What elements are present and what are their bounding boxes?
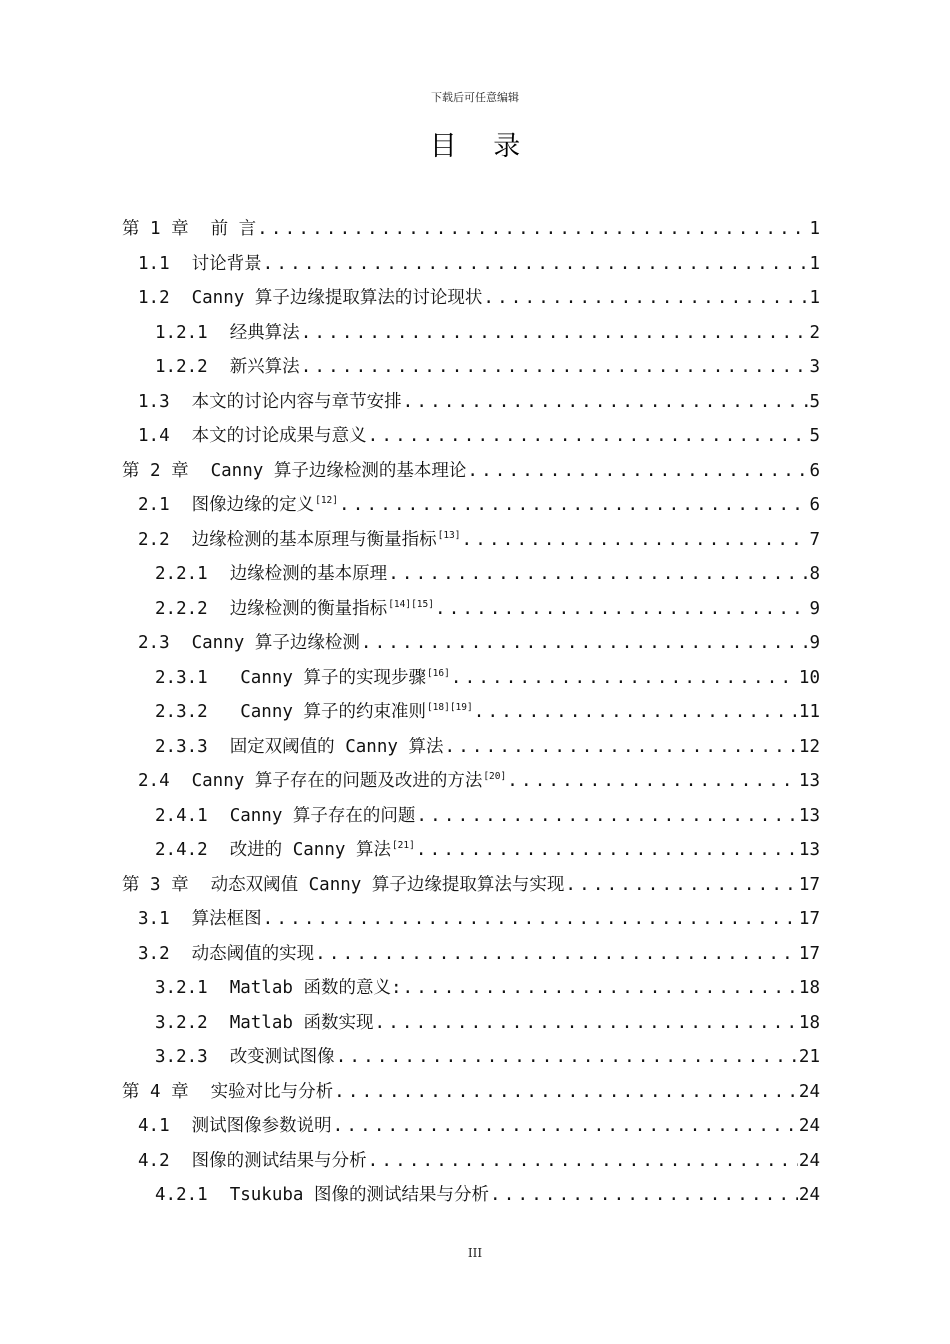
toc-entry[interactable] xyxy=(122,664,820,699)
toc-entry[interactable] xyxy=(122,836,820,871)
toc-entry-number: 2.3.3 xyxy=(155,736,208,757)
toc-entry-title xyxy=(138,767,506,792)
toc-dot-leader xyxy=(388,564,808,584)
toc-dot-leader xyxy=(565,875,798,895)
toc-entry-label: 边缘检测的衡量指标 xyxy=(229,598,388,619)
toc-entry-title xyxy=(138,629,360,654)
toc-entry-page: 13 xyxy=(798,805,820,826)
toc-dot-leader xyxy=(403,392,809,412)
toc-dot-leader xyxy=(374,1013,797,1033)
toc-entry-citation: [16] xyxy=(426,667,450,679)
toc-entry-page: 17 xyxy=(798,874,820,895)
toc-entry-number: 第 1 章 xyxy=(122,219,189,239)
toc-entry-page: 6 xyxy=(809,460,820,481)
toc-entry-label: 本文的讨论内容与章节安排 xyxy=(191,391,402,412)
toc-dot-leader xyxy=(263,254,809,274)
toc-entry-page: 17 xyxy=(798,909,820,929)
toc-entry[interactable] xyxy=(122,491,820,526)
toc-entry-title xyxy=(155,836,415,861)
toc-entry-number: 3.2.3 xyxy=(155,1047,208,1067)
toc-entry-number: 2.1 xyxy=(138,495,170,515)
toc-dot-leader xyxy=(336,1047,798,1067)
toc-entry-page: 10 xyxy=(798,667,820,688)
toc-entry-label: 测试图像参数说明 xyxy=(191,1116,332,1136)
toc-entry[interactable] xyxy=(122,284,820,319)
toc-entry-title xyxy=(155,698,473,723)
toc-entry-title xyxy=(155,1043,335,1068)
toc-entry-title xyxy=(155,595,434,620)
toc-entry-page: 9 xyxy=(809,633,820,653)
toc-entry-label: 固定双阈值的 Canny 算法 xyxy=(229,736,444,757)
toc-entry-page: 24 xyxy=(798,1185,820,1205)
toc-dot-leader xyxy=(257,219,808,239)
toc-entry-number: 3.2.2 xyxy=(155,1012,208,1033)
toc-dot-leader xyxy=(368,426,809,446)
toc-entry-title xyxy=(122,871,564,896)
toc-entry[interactable] xyxy=(122,595,820,630)
toc-entry-number: 4.2 xyxy=(138,1150,170,1171)
toc-dot-leader xyxy=(263,909,798,929)
toc-entry-label: 动态阈值的实现 xyxy=(191,943,315,964)
toc-dot-leader xyxy=(334,1082,798,1102)
toc-entry-title xyxy=(138,1112,332,1137)
toc-entry[interactable] xyxy=(122,250,820,285)
toc-dot-leader xyxy=(416,840,798,860)
toc-entry-page: 18 xyxy=(798,978,820,998)
toc-dot-leader xyxy=(467,461,808,481)
toc-entry-label: Canny 算子边缘提取算法的讨论现状 xyxy=(191,288,483,308)
toc-entry-number: 2.2.1 xyxy=(155,564,208,584)
toc-entry[interactable] xyxy=(122,905,820,940)
toc-entry[interactable] xyxy=(122,1078,820,1113)
toc-entry[interactable] xyxy=(122,560,820,595)
toc-dot-leader xyxy=(301,357,809,377)
toc-entry-citation: [12] xyxy=(315,495,338,506)
toc-entry[interactable] xyxy=(122,974,820,1009)
toc-dot-leader xyxy=(339,495,808,515)
toc-entry-number: 3.1 xyxy=(138,909,170,929)
toc-entry-page: 5 xyxy=(809,391,820,412)
toc-entry[interactable] xyxy=(122,319,820,354)
toc-entry[interactable] xyxy=(122,767,820,802)
toc-entry-number: 第 2 章 xyxy=(122,460,189,481)
toc-dot-leader xyxy=(416,806,798,826)
toc-entry-title xyxy=(155,733,443,758)
toc-entry-title xyxy=(155,1181,489,1206)
toc-dot-leader xyxy=(444,737,797,757)
toc-dot-leader xyxy=(315,944,798,964)
toc-entry-label: 改变测试图像 xyxy=(229,1047,335,1067)
toc-dot-leader xyxy=(490,1185,798,1205)
toc-entry-page: 7 xyxy=(809,529,820,550)
toc-entry-number: 2.4 xyxy=(138,771,170,791)
toc-entry-title xyxy=(155,664,450,689)
toc-entry-page: 13 xyxy=(798,840,820,860)
toc-entry-title xyxy=(138,526,461,551)
toc-entry-title xyxy=(138,905,262,930)
toc-entry-citation: [21] xyxy=(391,840,415,851)
toc-entry-title xyxy=(155,560,387,585)
toc-entry-number: 4.2.1 xyxy=(155,1185,208,1205)
toc-dot-leader xyxy=(507,771,798,791)
toc-entry[interactable] xyxy=(122,353,820,388)
toc-entry-number: 第 3 章 xyxy=(122,874,189,895)
toc-entry-number: 1.3 xyxy=(138,391,170,412)
toc-entry-page: 1 xyxy=(809,253,820,274)
toc-dot-leader xyxy=(451,668,798,688)
toc-entry-page: 17 xyxy=(798,943,820,964)
toc-entry-number: 2.4.2 xyxy=(155,840,208,860)
toc-entry-number: 1.1 xyxy=(138,253,170,274)
toc-entry-title xyxy=(155,319,300,344)
toc-entry-number: 1.2 xyxy=(138,288,170,308)
toc-entry-label: Canny 算子的实现步骤 xyxy=(229,667,426,688)
toc-dot-leader xyxy=(368,1151,798,1171)
toc-entry-title xyxy=(122,1078,333,1103)
toc-dot-leader xyxy=(483,288,808,308)
toc-entry-page: 18 xyxy=(798,1012,820,1033)
toc-dot-leader xyxy=(474,702,798,722)
toc-dot-leader xyxy=(402,978,797,998)
toc-entry-page: 3 xyxy=(809,357,820,377)
toc-entry-title xyxy=(138,284,482,309)
toc-entry-title xyxy=(138,1147,367,1172)
toc-entry-page: 5 xyxy=(809,426,820,446)
toc-entry[interactable] xyxy=(122,526,820,561)
toc-entry[interactable] xyxy=(122,1009,820,1044)
toc-entry[interactable] xyxy=(122,733,820,768)
toc-entry-label: Matlab 函数的意义: xyxy=(229,978,402,998)
toc-entry-label: 实验对比与分析 xyxy=(210,1081,334,1102)
toc-entry-title xyxy=(155,1009,373,1034)
toc-dot-leader xyxy=(462,530,809,550)
toc-dot-leader xyxy=(333,1116,798,1136)
table-of-contents xyxy=(122,215,820,1216)
toc-entry[interactable] xyxy=(122,388,820,423)
toc-entry-label: 本文的讨论成果与意义 xyxy=(191,426,367,446)
toc-entry-number: 1.4 xyxy=(138,426,170,446)
toc-entry-number: 2.3.2 xyxy=(155,702,208,722)
toc-entry-number: 2.2.2 xyxy=(155,598,208,619)
toc-entry-page: 21 xyxy=(798,1047,820,1067)
toc-dot-leader xyxy=(435,599,809,619)
toc-entry[interactable] xyxy=(122,1112,820,1147)
toc-entry-title xyxy=(155,353,300,378)
toc-entry[interactable] xyxy=(122,1181,820,1216)
toc-entry-label: Canny 算子存在的问题及改进的方法 xyxy=(191,771,483,791)
toc-entry-page: 2 xyxy=(809,322,820,343)
toc-entry-number: 第 4 章 xyxy=(122,1081,189,1102)
toc-entry-number: 3.2.1 xyxy=(155,978,208,998)
toc-entry-page: 12 xyxy=(798,736,820,757)
toc-entry-page: 11 xyxy=(798,702,820,722)
toc-entry-title xyxy=(138,388,402,413)
toc-entry-title xyxy=(138,422,367,447)
toc-entry[interactable] xyxy=(122,940,820,975)
toc-entry-number: 4.1 xyxy=(138,1116,170,1136)
header-note: 下载后可任意编辑 xyxy=(431,91,519,104)
toc-entry-label: Canny 算子边缘检测的基本理论 xyxy=(210,460,467,481)
toc-entry-number: 2.3 xyxy=(138,633,170,653)
toc-entry-citation: [14][15] xyxy=(388,598,434,610)
toc-entry-citation: [20] xyxy=(483,771,507,782)
toc-entry[interactable] xyxy=(122,871,820,906)
toc-entry-page: 13 xyxy=(798,771,820,791)
toc-dot-leader xyxy=(301,323,809,343)
toc-entry-page: 6 xyxy=(809,495,820,515)
toc-entry-title xyxy=(138,940,314,965)
toc-entry-label: 算法框图 xyxy=(191,909,262,929)
toc-entry-number: 1.2.2 xyxy=(155,357,208,377)
toc-entry-title xyxy=(155,974,401,999)
toc-entry-label: Matlab 函数实现 xyxy=(229,1012,374,1033)
toc-entry-page: 1 xyxy=(809,219,820,239)
toc-entry-label: Canny 算子的约束准则 xyxy=(229,702,426,722)
toc-entry-page: 8 xyxy=(809,564,820,584)
toc-entry-label: 改进的 Canny 算法 xyxy=(229,840,391,860)
toc-entry-label: 新兴算法 xyxy=(229,357,300,377)
toc-entry-number: 2.3.1 xyxy=(155,667,208,688)
toc-entry[interactable] xyxy=(122,1147,820,1182)
toc-entry[interactable] xyxy=(122,215,820,250)
toc-entry-number: 1.2.1 xyxy=(155,322,208,343)
toc-entry-number: 2.2 xyxy=(138,529,170,550)
toc-entry[interactable] xyxy=(122,629,820,664)
toc-entry-title xyxy=(155,802,415,827)
toc-entry-label: 前 言 xyxy=(210,219,257,239)
footer-page-number: III xyxy=(467,1246,483,1260)
toc-entry[interactable] xyxy=(122,698,820,733)
toc-entry-label: 经典算法 xyxy=(229,322,300,343)
page-title: 目 录 xyxy=(429,131,535,162)
toc-entry-label: 图像的测试结果与分析 xyxy=(191,1150,367,1171)
toc-entry-number: 2.4.1 xyxy=(155,805,208,826)
toc-entry-number: 3.2 xyxy=(138,943,170,964)
toc-dot-leader xyxy=(361,633,809,653)
toc-entry-title xyxy=(122,215,256,240)
toc-entry-page: 24 xyxy=(798,1081,820,1102)
toc-entry-page: 24 xyxy=(798,1150,820,1171)
toc-entry-label: 讨论背景 xyxy=(191,253,262,274)
toc-entry-page: 24 xyxy=(798,1116,820,1136)
toc-entry-label: 边缘检测的基本原理与衡量指标 xyxy=(191,529,437,550)
toc-entry[interactable] xyxy=(122,1043,820,1078)
toc-entry-citation: [18][19] xyxy=(426,702,473,713)
toc-entry-label: Tsukuba 图像的测试结果与分析 xyxy=(229,1185,489,1205)
toc-entry[interactable] xyxy=(122,457,820,492)
toc-entry-title xyxy=(138,250,262,275)
toc-entry-title xyxy=(122,457,466,482)
toc-entry-label: 动态双阈值 Canny 算子边缘提取算法与实现 xyxy=(210,874,565,895)
toc-entry-label: 图像边缘的定义 xyxy=(191,495,315,515)
toc-entry-label: Canny 算子存在的问题 xyxy=(229,805,416,826)
toc-entry[interactable] xyxy=(122,422,820,457)
toc-entry-label: 边缘检测的基本原理 xyxy=(229,564,388,584)
toc-entry-title xyxy=(138,491,338,516)
toc-entry-label: Canny 算子边缘检测 xyxy=(191,633,360,653)
toc-entry-page: 9 xyxy=(809,598,820,619)
toc-entry-citation: [13] xyxy=(437,529,461,541)
toc-entry-page: 1 xyxy=(809,288,820,308)
toc-entry[interactable] xyxy=(122,802,820,837)
